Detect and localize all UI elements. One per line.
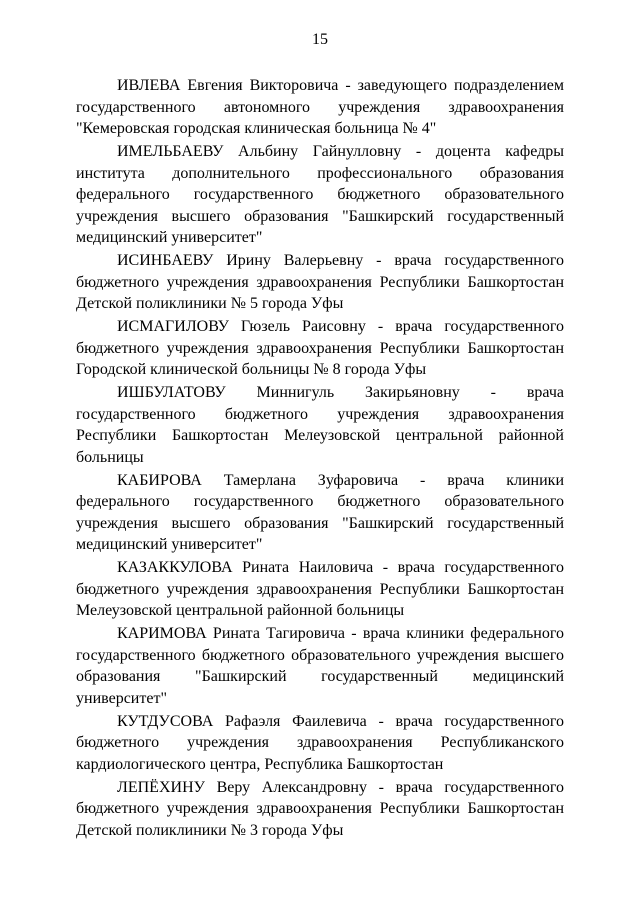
list-item: КУТДУСОВА Рафаэля Фаилевича - врача государственного бюджетного учреждения здравоохранения Республиканского кардиологического центра, Республика Башкортостан — [76, 712, 564, 773]
page-number: 15 — [312, 31, 328, 48]
list-item: КАЗАККУЛОВА Рината Наиловича - врача государственного бюджетного учреждения здравоохранения Республики Башкортостан Мелеузовской центральной районной больницы — [76, 559, 564, 619]
list-item: ИШБУЛАТОВУ Миннигуль Закирьяновну - врача государственного бюджетного учреждения здравоохранения Республики Башкортостан Мелеузовской центральной районной больницы — [76, 384, 564, 466]
list-item: ИВЛЕВА Евгения Викторовича - заведующего подразделением государственного автономного учреждения здравоохранения "Кемеровская городская клиническая больница № 4" — [76, 77, 564, 137]
list-item: ЛЕПЁХИНУ Веру Александровну - врача государственного бюджетного учреждения здравоохранения Республики Башкортостан Детской поликлиники № 3 города Уфы — [76, 778, 564, 839]
list-item: ИСИНБАЕВУ Ирину Валерьевну - врача государственного бюджетного учреждения здравоохранения Республики Башкортостан Детской поликлиники № 5 города Уфы — [76, 252, 564, 312]
list-item: КАРИМОВА Рината Тагировича - врача клиники федерального государственного бюджетного образовательного учреждения высшего образования "Башкирский государственный медицинский университет" — [76, 625, 564, 707]
list-item: ИМЕЛЬБАЕВУ Альбину Гайнулловну - доцента кафедры института дополнительного профессионального образования федерального государственного бюджетного образовательного учреждения высшего образования "Башкирский государственный медицинский университет" — [76, 143, 564, 246]
award-list — [76, 75, 564, 841]
list-item: ИСМАГИЛОВУ Гюзель Раисовну - врача государственного бюджетного учреждения здравоохранения Республики Башкортостан Городской клинической больницы № 8 города Уфы — [76, 318, 564, 378]
list-item: КАБИРОВА Тамерлана Зуфаровича - врача клиники федерального государственного бюджетного образовательного учреждения высшего образования "Башкирский государственный медицинский университет" — [76, 471, 564, 553]
